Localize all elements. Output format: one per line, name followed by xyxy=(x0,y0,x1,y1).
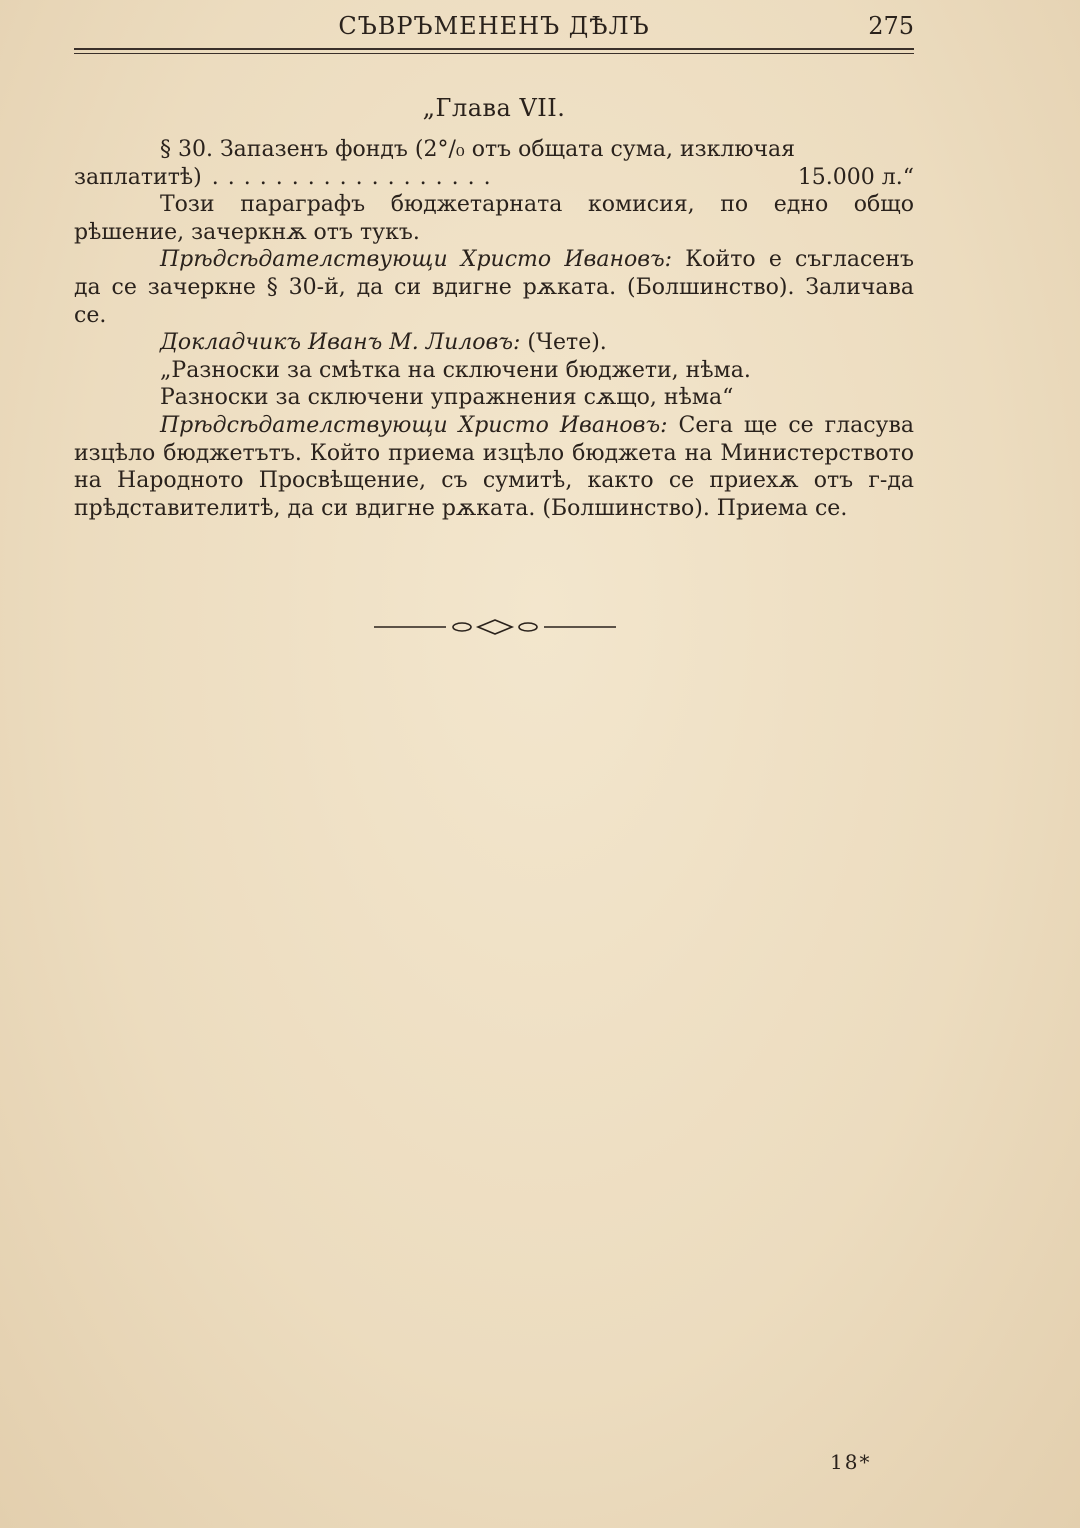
paragraph-commission: Този параграфъ бюджетарната комисия, по едно общо рѣшение, зачеркнѫ отъ тукъ. xyxy=(74,192,914,245)
amount-value: 15.000 л.“ xyxy=(797,164,914,190)
section-end-ornament xyxy=(374,616,616,638)
amount-label: заплатитѣ) xyxy=(74,164,202,190)
dot-leader: .................. xyxy=(211,164,500,190)
paragraph-chair-1 xyxy=(74,246,914,329)
speech-text: Сега ще се гласува изцѣло бюджетътъ. Който приема изцѣло бюджета на Министерството на Народното Просвѣщение, съ сумитѣ, както се приехѫ отъ г-да прѣдставителитѣ, да си вдигне рѫката. (Болшинство). Приема се. xyxy=(74,412,915,521)
speaker-name: Докладчикъ Иванъ М. Лиловъ: xyxy=(160,330,521,356)
paragraph-reporter xyxy=(74,329,914,357)
paragraph-chair-2 xyxy=(74,412,914,522)
signature-mark: 18* xyxy=(830,1450,872,1474)
chapter-title: „Глава VII. xyxy=(422,94,566,122)
page-number: 275 xyxy=(868,12,914,40)
speech-text: (Чете). xyxy=(520,330,607,356)
header-rule xyxy=(74,48,914,54)
speaker-name: Прѣдсѣдателствующи Христо Ивановъ: xyxy=(160,247,673,273)
page xyxy=(74,0,914,522)
paragraph-expenses-2: Разноски за сключени упражнения сѫщо, нѣма“ xyxy=(160,385,734,411)
speech-text: Който е съгласенъ да се зачеркне § 30-й, да си вдигне рѫката. (Болшинство). Заличава се. xyxy=(74,247,914,328)
paragraph-30-line1: § 30. Запазенъ фондъ (2°/₀ отъ общата сума, изключая xyxy=(160,137,796,162)
paragraph-expenses-1: „Разноски за смѣтка на сключени бюджети, нѣма. xyxy=(160,357,751,383)
body-text xyxy=(74,136,914,522)
running-header xyxy=(74,4,914,48)
running-title: СЪВРЪМЕНЕНЪ ДѢЛЪ xyxy=(338,12,650,40)
speaker-name: Прѣдсѣдателствующи Христо Ивановъ: xyxy=(160,412,668,438)
paragraph-30-amount-line xyxy=(74,164,914,192)
